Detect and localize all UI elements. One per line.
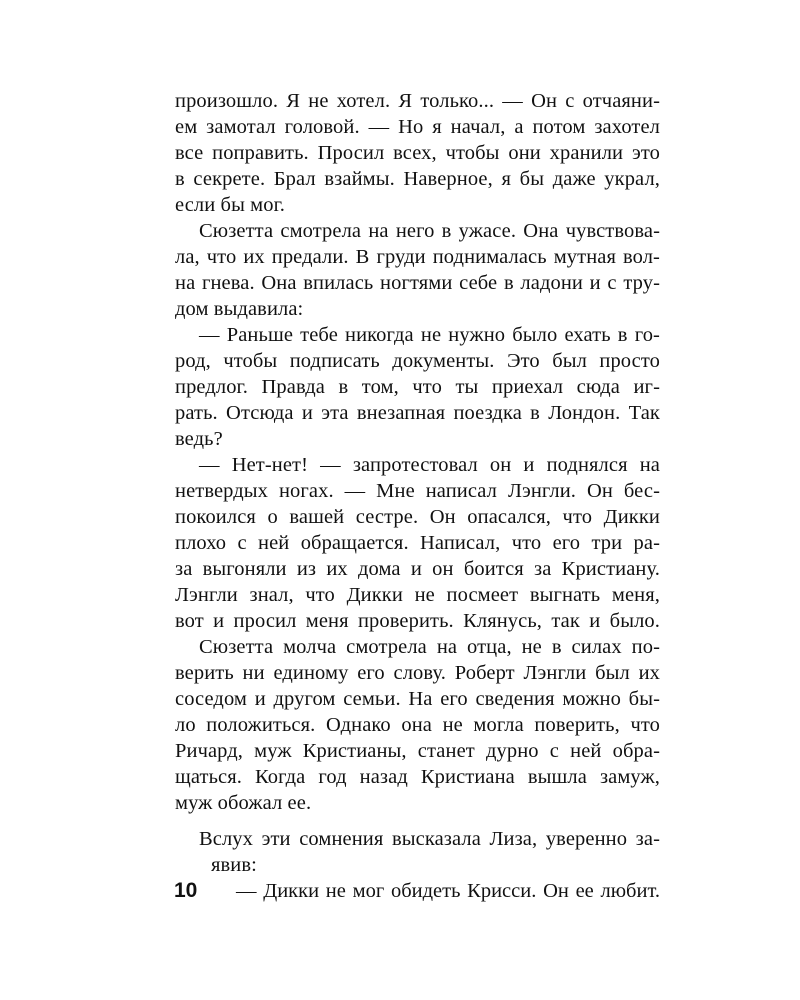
text-line: ведь? [175,428,223,450]
text-line: ла, что их предали. В груди поднималась мутная вол- [175,246,660,268]
text-line: ем замотал головой. — Но я начал, а потом захотел [175,116,660,138]
text-line: Вслух эти сомнения высказала Лиза, уверенно за- [199,828,660,850]
page-number: 10 [174,879,198,902]
text-line: Лэнгли знал, что Дикки не посмеет выгнать меня, [175,584,660,606]
text-line: род, чтобы подписать документы. Это был просто [175,350,660,372]
text-line: если бы мог. [175,194,286,216]
text-line: вот и просил меня проверить. Клянусь, так и было. [175,610,660,632]
text-line: плохо с ней обращается. Написал, что его три ра- [175,532,660,554]
text-line: произошло. Я не хотел. Я только... — Он с отчаяни- [175,90,660,112]
text-line: Сюзетта смотрела на него в ужасе. Она чувствова- [199,220,660,242]
text-line: покоился о вашей сестре. Он опасался, что Дикки [175,506,660,528]
text-line: соседом и другом семьи. На его сведения можно бы- [175,688,660,710]
text-line: щаться. Когда год назад Кристиана вышла замуж, [175,766,660,788]
text-line: — Дикки не мог обидеть Крисси. Он ее любит. [236,880,660,902]
text-line: нетвердых ногах. — Мне написал Лэнгли. Он бес- [175,480,660,502]
text-line: за выгоняли из их дома и он боится за Кристиану. [175,558,660,580]
text-line: все поправить. Просил всех, чтобы они хранили это [175,142,660,164]
text-line: верить ни единому его слову. Роберт Лэнгли был их [175,662,660,684]
text-line: предлог. Правда в том, что ты приехал сюда иг- [175,376,660,398]
text-line: Сюзетта молча смотрела на отца, не в силах по- [199,636,660,658]
text-line: рать. Отсюда и эта внезапная поездка в Лондон. Так [175,402,660,424]
text-line: ло положиться. Однако она не могла поверить, что [175,714,660,736]
text-line: Ричард, муж Кристианы, станет дурно с ней обра- [175,740,660,762]
text-line: — Раньше тебе никогда не нужно было ехать в го- [199,324,660,346]
text-line: в секрете. Брал взаймы. Наверное, я бы даже украл, [175,168,660,190]
text-line: явив: [211,854,257,876]
text-line: на гнева. Она впилась ногтями себе в ладони и с тру- [175,272,660,294]
text-line: дом выдавила: [175,298,304,320]
text-line: муж обожал ее. [175,792,312,814]
text-line: — Нет-нет! — запротестовал он и поднялся на [199,454,660,476]
